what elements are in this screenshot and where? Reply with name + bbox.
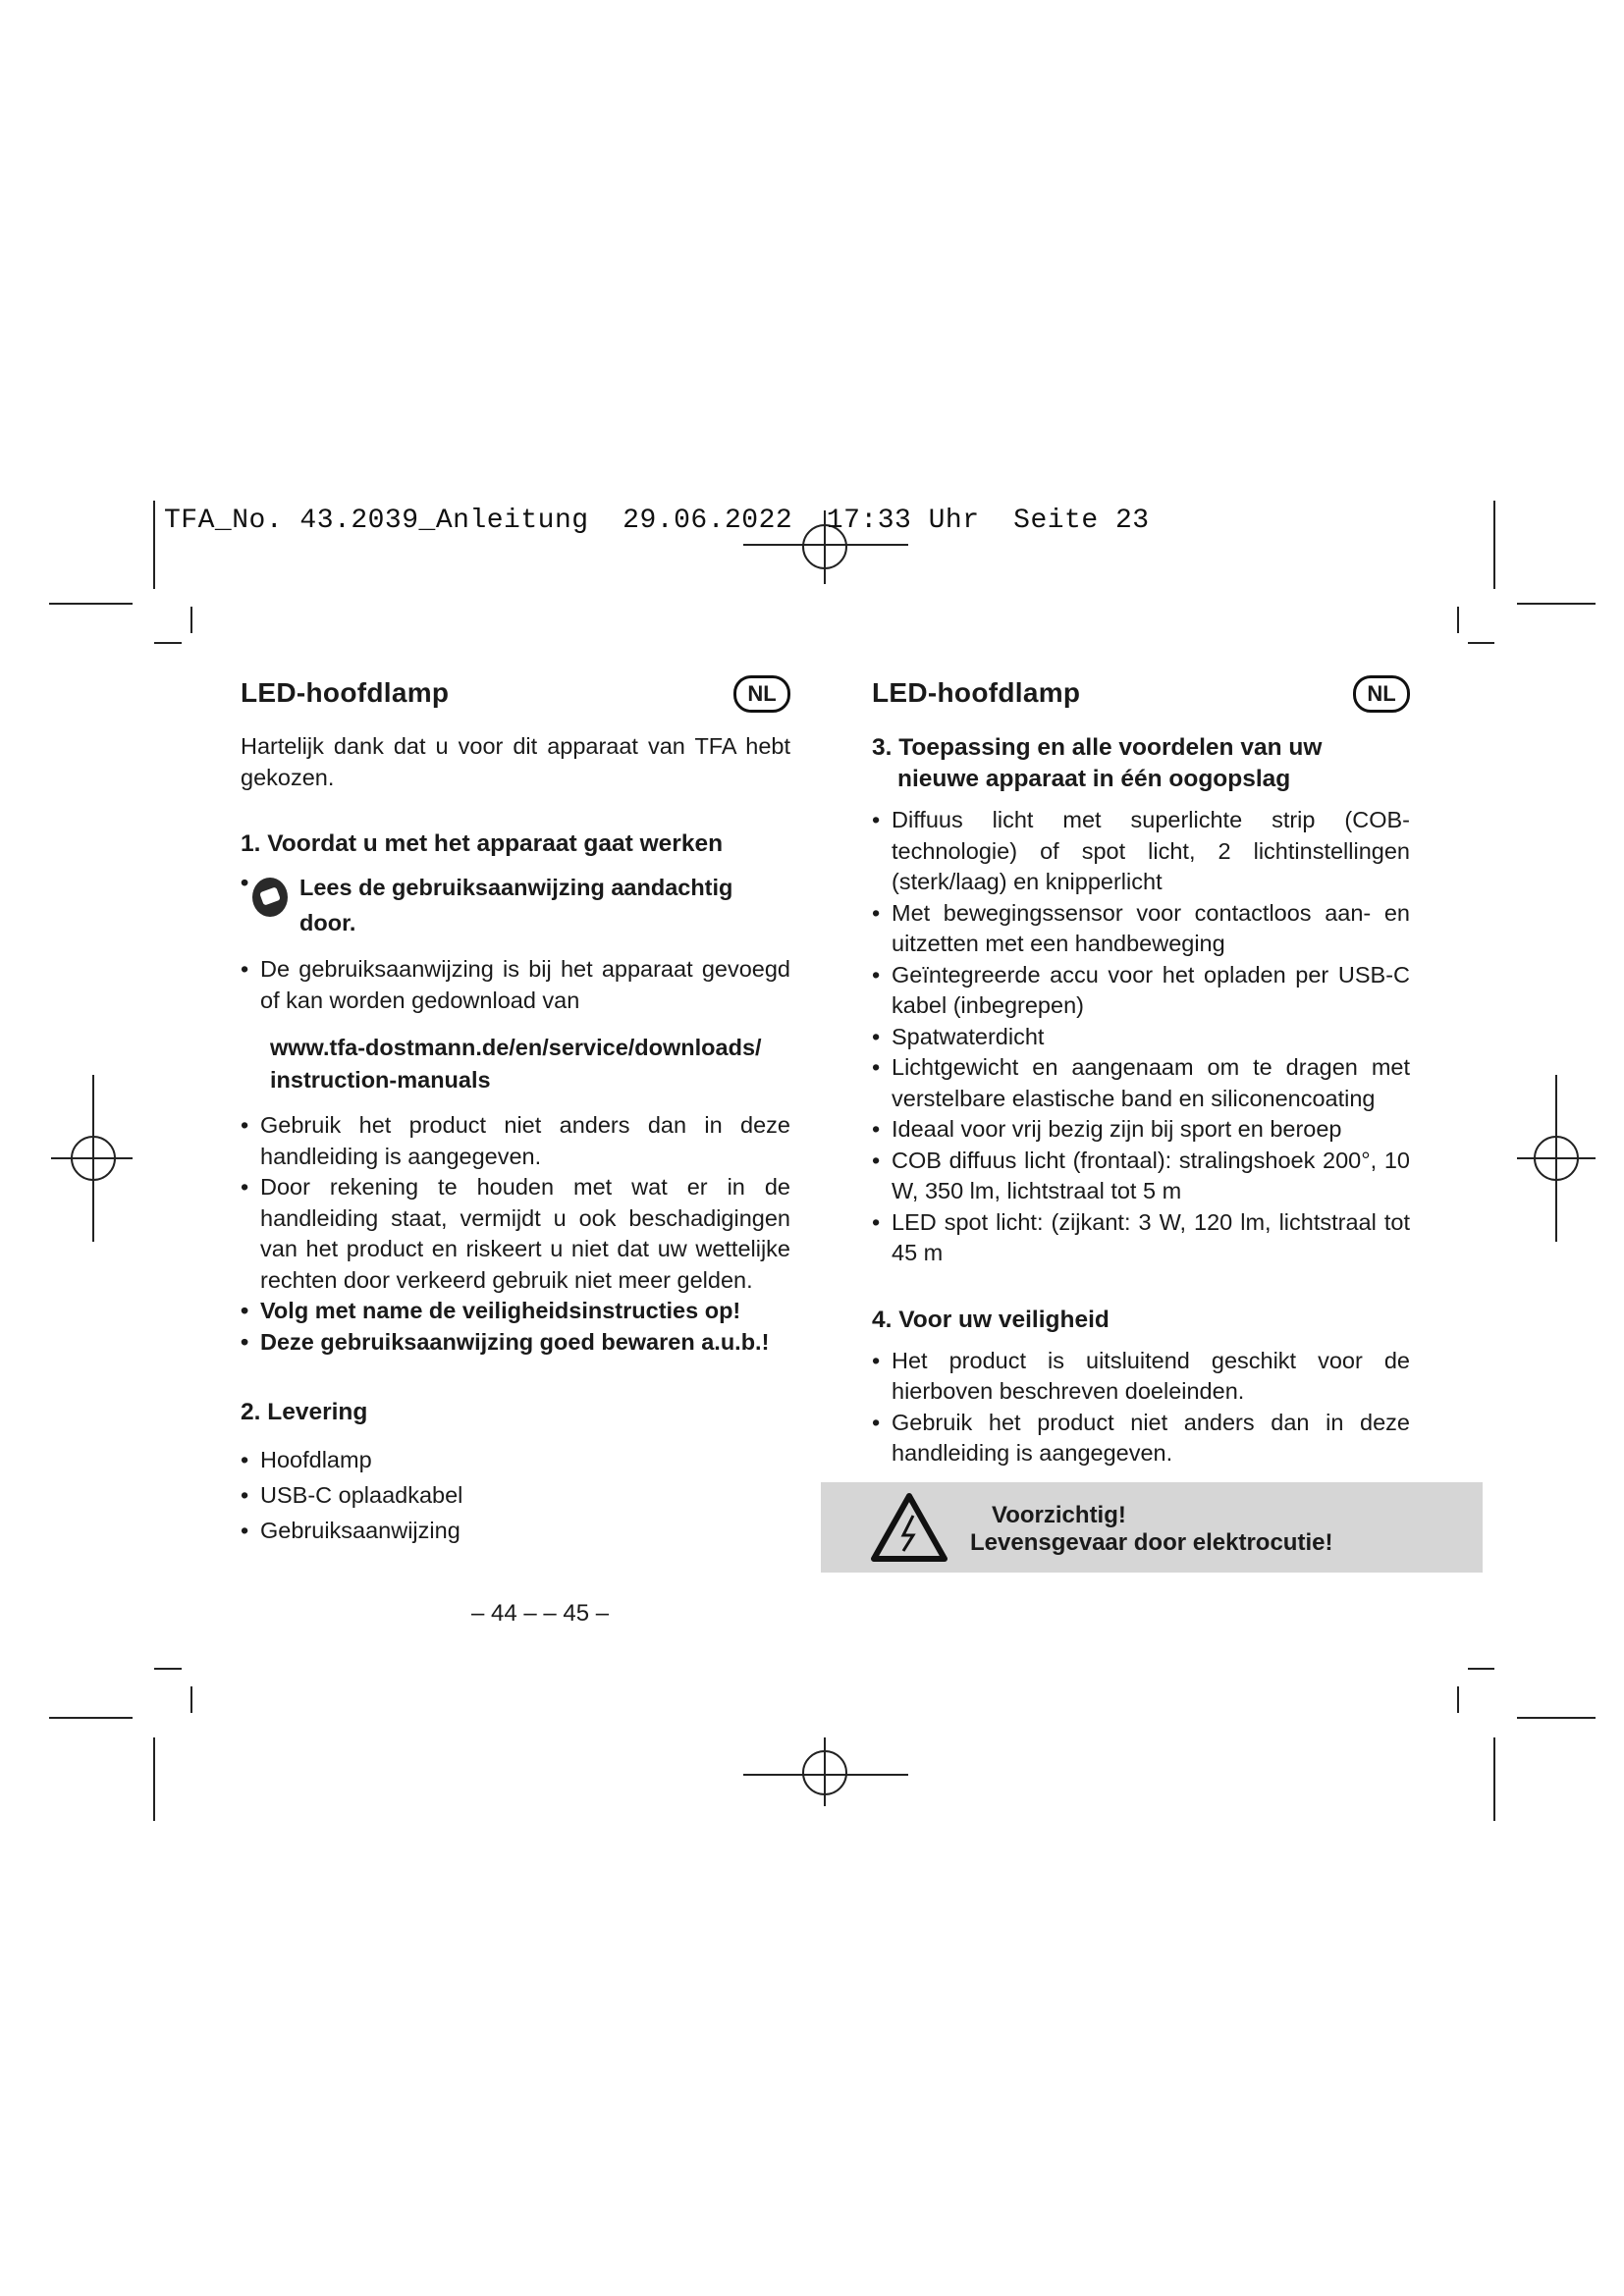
list-item: • Door rekening te houden met wat er in de handleiding staat, vermijdt u ook beschadigingen van het product en riskeert u niet dat uw wettelijke rechten door verkeerd gebruik niet meer gelden. bbox=[241, 1172, 790, 1296]
print-slug: TFA_No. 43.2039_Anleitung 29.06.2022 17:33 Uhr Seite 23 bbox=[164, 506, 1150, 536]
list-item: • USB-C oplaadkabel bbox=[241, 1477, 790, 1513]
safety-list bbox=[872, 1346, 1410, 1469]
right-page bbox=[872, 677, 1410, 1469]
read-manual-notice bbox=[241, 870, 790, 940]
left-title-row bbox=[241, 677, 790, 721]
section-1-heading: 1. Voordat u met het apparaat gaat werken bbox=[241, 830, 724, 857]
list-item: • Spatwaterdicht bbox=[872, 1022, 1410, 1053]
book-read-icon bbox=[252, 878, 288, 917]
language-badge-left: NL bbox=[733, 675, 790, 713]
list-item: • Hoofdlamp bbox=[241, 1442, 790, 1477]
warning-title: Voorzichtig! bbox=[992, 1502, 1126, 1528]
language-badge-right: NL bbox=[1353, 675, 1410, 713]
electrocution-warning-box bbox=[821, 1482, 1483, 1573]
list-item: • Gebruik het product niet anders dan in deze handleiding is aangegeven. bbox=[872, 1408, 1410, 1469]
list-item: • Diffuus licht met superlichte strip (COB-technologie) of spot licht, 2 lichtinstellingen (sterk/laag) en knipperlicht bbox=[872, 805, 1410, 898]
list-item: • Volg met name de veiligheidsinstructies op! bbox=[241, 1296, 790, 1327]
left-page-title: LED-hoofdlamp bbox=[241, 677, 450, 708]
section-2-heading: 2. Levering bbox=[241, 1399, 368, 1425]
list-item: • Gebruik het product niet anders dan in deze handleiding is aangegeven. bbox=[241, 1110, 790, 1172]
high-voltage-warning-icon bbox=[870, 1492, 948, 1563]
left-page bbox=[241, 677, 790, 1548]
section-3-heading: 3. Toepassing en alle voordelen van uw nieuwe apparaat in één oogopslag bbox=[872, 734, 1323, 792]
section-4-heading: 4. Voor uw veiligheid bbox=[872, 1306, 1110, 1333]
list-item: • Met bewegingssensor voor contactloos aan- en uitzetten met een handbeweging bbox=[872, 898, 1410, 960]
list-item: • Lichtgewicht en aangenaam om te dragen met verstelbare elastische band en siliconencoating bbox=[872, 1052, 1410, 1114]
read-manual-text: Lees de gebruiksaanwijzing aandachtig door. bbox=[299, 875, 733, 935]
download-url: www.tfa-dostmann.de/en/service/downloads/ instruction-manuals bbox=[270, 1035, 762, 1093]
download-list bbox=[241, 954, 790, 1016]
page-numbers: – 44 – – 45 – bbox=[471, 1600, 610, 1627]
warning-message: Levensgevaar door elektrocutie! bbox=[970, 1529, 1333, 1556]
instructions-list bbox=[241, 1110, 790, 1358]
right-title-row bbox=[872, 677, 1410, 721]
list-item: • Deze gebruiksaanwijzing goed bewaren a.u.b.! bbox=[241, 1327, 790, 1359]
intro-text: Hartelijk dank dat u voor dit apparaat van TFA hebt gekozen. bbox=[241, 733, 790, 790]
warning-text bbox=[970, 1502, 1332, 1557]
section-3 bbox=[872, 732, 1410, 795]
bullet-icon: • bbox=[241, 870, 249, 895]
list-item: • COB diffuus licht (frontaal): stralingshoek 200°, 10 W, 350 lm, lichtstraal tot 5 m bbox=[872, 1146, 1410, 1207]
list-item: • Geïntegreerde accu voor het opladen per USB-C kabel (inbegrepen) bbox=[872, 960, 1410, 1022]
features-list bbox=[872, 805, 1410, 1269]
list-item: • Ideaal voor vrij bezig zijn bij sport en beroep bbox=[872, 1114, 1410, 1146]
right-page-title: LED-hoofdlamp bbox=[872, 677, 1081, 708]
list-item: • Het product is uitsluitend geschikt voor de hierboven beschreven doeleinden. bbox=[872, 1346, 1410, 1408]
list-item: • Gebruiksaanwijzing bbox=[241, 1513, 790, 1548]
delivery-list bbox=[241, 1442, 790, 1548]
list-item: • De gebruiksaanwijzing is bij het apparaat gevoegd of kan worden gedownload van bbox=[241, 954, 790, 1016]
list-item: • LED spot licht: (zijkant: 3 W, 120 lm, lichtstraal tot 45 m bbox=[872, 1207, 1410, 1269]
